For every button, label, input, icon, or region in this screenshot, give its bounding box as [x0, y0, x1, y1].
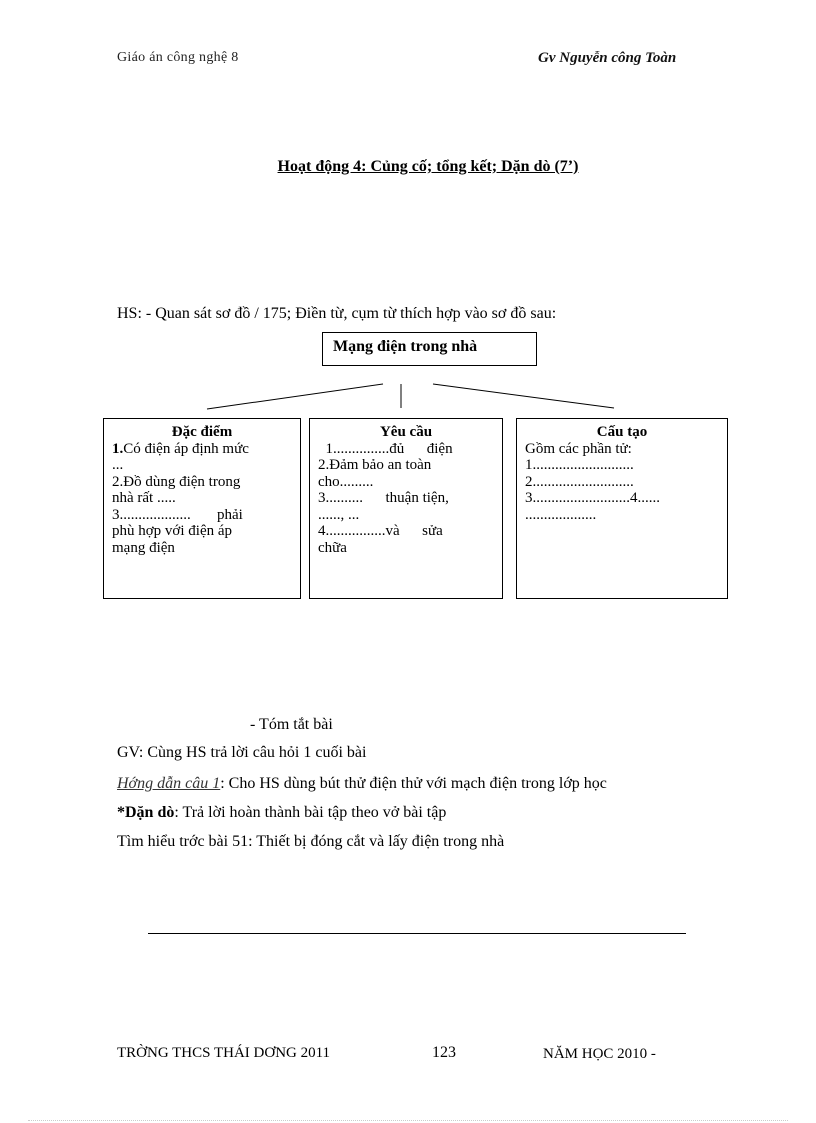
box-line: 3.......... thuận tiện,	[318, 490, 449, 506]
box-line: 3..........................4......	[525, 490, 660, 506]
box-line: 3................... phải	[112, 506, 243, 523]
connector-left	[207, 384, 383, 409]
gv-text: GV: Cùng HS trả lời câu hỏi 1 cuối bài	[117, 744, 367, 761]
footer-school: TRỜNG THCS THÁI DƠNG 2011	[117, 1045, 331, 1061]
hint-label: Hớng dẫn câu 1	[117, 775, 221, 792]
hint-line	[117, 775, 607, 793]
box-line: ...	[112, 457, 124, 473]
activity-title: Hoạt động 4: Củng cố; tổng kết; Dặn dò (7’)	[277, 158, 579, 175]
page-bottom-border	[28, 1120, 788, 1121]
box-line: 1.Có điện áp định mức	[112, 440, 249, 457]
box-yeu-cau	[309, 418, 503, 599]
header-teacher: Gv Nguyễn công Toàn	[538, 50, 677, 66]
box-title: Yêu cầu	[379, 424, 433, 440]
homework-text: : Trả lời hoàn thành bài tập theo vở bài tập	[174, 804, 447, 821]
box-title: Cấu tạo	[596, 424, 648, 440]
research-text: Tìm hiểu trớc bài 51: Thiết bị đóng cắt và lấy điện trong nhà	[117, 833, 505, 850]
box-line: chữa	[318, 539, 347, 556]
footer-year: NĂM HỌC 2010 -	[543, 1046, 656, 1062]
box-title: Đặc điểm	[171, 424, 233, 440]
box-line: ......, ...	[318, 506, 360, 523]
instruction-text: HS: - Quan sát sơ đồ / 175; Điền từ, cụm từ thích hợp vào sơ đồ sau:	[117, 305, 557, 322]
footer-page-number: 123	[432, 1044, 456, 1061]
hint-text: : Cho HS dùng bút thử điện thử với mạch điện trong lớp học	[220, 775, 607, 792]
homework-label: *Dặn dò	[117, 804, 175, 821]
box-cau-tao	[516, 418, 728, 599]
box-line: 1...........................	[525, 457, 634, 473]
box-line: 4................và sửa	[318, 523, 443, 539]
box-line: Gồm các phần tử:	[525, 440, 632, 457]
box-line: 2.Đảm bảo an toàn	[318, 457, 432, 473]
connector-right	[433, 384, 614, 408]
box-dac-diem	[103, 418, 301, 599]
box-line: 2.Đồ dùng điện trong	[112, 473, 241, 490]
divider-line	[148, 933, 686, 934]
box-line: ...................	[525, 506, 597, 523]
box-line: phù hợp với điện áp	[112, 523, 233, 539]
box-line: cho.........	[318, 473, 374, 490]
box-line: 1...............đủ điện	[318, 440, 453, 457]
box-line: nhà rất .....	[112, 490, 176, 506]
box-line: 2...........................	[525, 473, 634, 490]
diagram-root-label: Mạng điện trong nhà	[333, 338, 478, 355]
homework-line	[117, 804, 446, 822]
box-line: mạng điện	[112, 539, 175, 556]
header-subject: Giáo án công nghệ 8	[117, 50, 239, 65]
summary-text: - Tóm tắt bài	[250, 716, 333, 733]
